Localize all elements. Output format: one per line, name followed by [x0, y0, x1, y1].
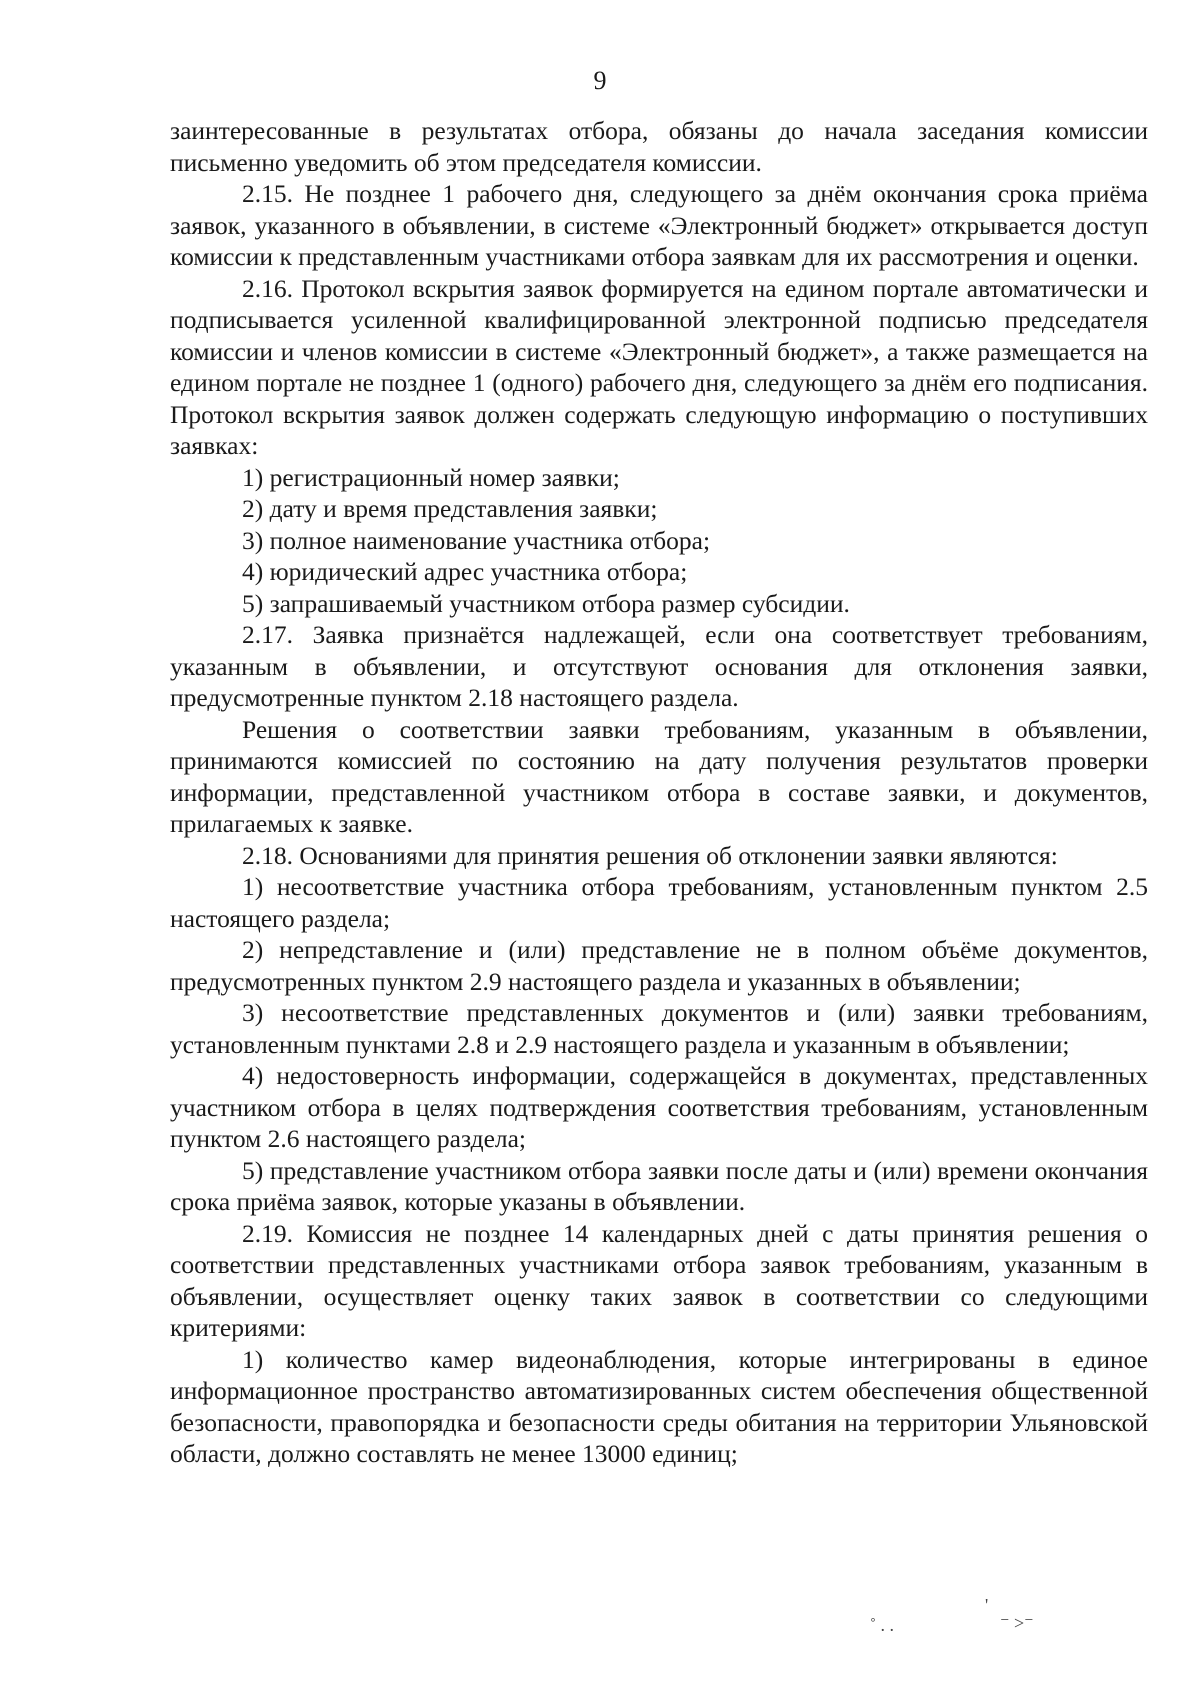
- rejection-ground-3: 3) несоответствие представленных документов и (или) заявки требованиям, установленным пунктами 2.8 и 2.9 настоящего раздела и указанным в объявлении;: [170, 998, 1148, 1059]
- list-item-full-name: 3) полное наименование участника отбора;: [242, 525, 711, 555]
- paragraph-2-18: 2.18. Основаниями для принятия решения об отклонении заявки являются:: [242, 840, 1058, 870]
- paragraph-2-15: 2.15. Не позднее 1 рабочего дня, следующего за днём окончания срока приёма заявок, указанного в объявлении, в системе «Электронный бюджет» открывается доступ комиссии к представленным участниками отбора заявкам для их рассмотрения и оценки.: [170, 179, 1148, 271]
- paragraph-2-17: 2.17. Заявка признаётся надлежащей, если она соответствует требованиям, указанным в объявлении, и отсутствуют основания для отклонения заявки, предусмотренные пунктом 2.18 настоящего раздела.: [170, 620, 1148, 712]
- list-item-date-time: 2) дату и время представления заявки;: [242, 494, 658, 523]
- document-body: [170, 115, 1148, 1470]
- list-item-legal-address: 4) юридический адрес участника отбора;: [242, 557, 688, 586]
- rejection-ground-2: 2) непредставление и (или) представление не в полном объёме документов, предусмотренных пунктом 2.9 настоящего раздела и указанных в объявлении;: [170, 935, 1148, 996]
- scan-speck: ⁻ ˃⁻: [1000, 1613, 1034, 1633]
- criterion-1: 1) количество камер видеонаблюдения, которые интегрированы в единое информационное пространство автоматизированных систем обеспечения общественной безопасности, правопорядка и безопасности среды обитания на территории Ульяновской области, должно составлять не менее 13000 единиц;: [170, 1344, 1148, 1468]
- scan-speck: ': [985, 1595, 989, 1615]
- scan-marks: [0, 1595, 1200, 1655]
- page-number: 9: [593, 66, 607, 95]
- rejection-ground-1: 1) несоответствие участника отбора требованиям, установленным пунктом 2.5 настоящего раздела;: [170, 872, 1148, 933]
- paragraph-continuation: заинтересованные в результатах отбора, обязаны до начала заседания комиссии письменно уведомить об этом председателя комиссии.: [170, 116, 1148, 177]
- list-item-subsidy-amount: 5) запрашиваемый участником отбора размер субсидии.: [242, 588, 850, 618]
- paragraph-decisions: Решения о соответствии заявки требованиям, указанным в объявлении, принимаются комиссией по состоянию на дату получения результатов проверки информации, представленной участником отбора в составе заявки, и документов, прилагаемых к заявке.: [170, 714, 1148, 838]
- rejection-ground-5: 5) представление участником отбора заявки после даты и (или) времени окончания срока приёма заявок, которые указаны в объявлении.: [170, 1155, 1148, 1216]
- list-item-registration-number: 1) регистрационный номер заявки;: [242, 462, 620, 492]
- rejection-ground-4: 4) недостоверность информации, содержащейся в документах, представленных участником отбора в целях подтверждения соответствия требованиям, установленным пунктом 2.6 настоящего раздела;: [170, 1061, 1148, 1153]
- paragraph-2-19: 2.19. Комиссия не позднее 14 календарных дней с даты принятия решения о соответствии представленных участниками отбора заявок требованиям, указанным в объявлении, осуществляет оценку таких заявок в соответствии со следующими критериями:: [170, 1218, 1148, 1342]
- paragraph-2-16: 2.16. Протокол вскрытия заявок формируется на едином портале автоматически и подписывается усиленной квалифицированной электронной подписью председателя комиссии и членов комиссии в системе «Электронный бюджет», а также размещается на едином портале не позднее 1 (одного) рабочего дня, следующего за днём его подписания. Протокол вскрытия заявок должен содержать следующую информацию о поступивших заявках:: [170, 273, 1148, 460]
- scan-speck: ˚ . .: [870, 1615, 894, 1635]
